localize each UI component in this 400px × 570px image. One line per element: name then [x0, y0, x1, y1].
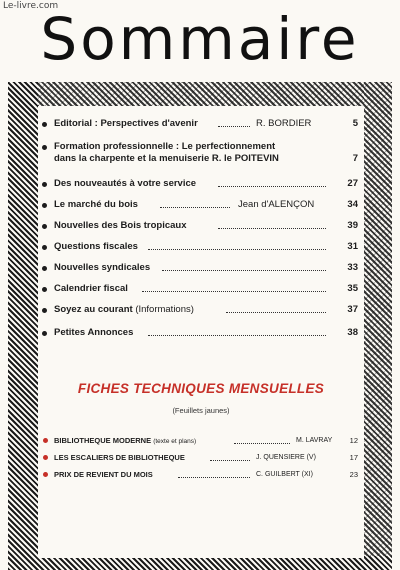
bullet-icon: [42, 308, 47, 313]
entry-page: 38: [347, 327, 358, 338]
fiche-author: C. GUILBERT (XI): [256, 471, 313, 478]
bullet-icon: [43, 455, 48, 460]
bullet-icon: [42, 331, 47, 336]
entry-title: Nouvelles syndicales: [54, 262, 151, 273]
entry-title: Editorial : Perspectives d'avenir: [54, 118, 198, 129]
fiche-page: 17: [349, 453, 358, 462]
entry-page: 35: [347, 283, 358, 294]
entry-page: 31: [347, 241, 358, 252]
entry-title: Questions fiscales: [54, 241, 138, 252]
entry-title: Le marché du bois: [54, 199, 138, 210]
leader-dots: [148, 327, 326, 336]
fiche-title: [54, 436, 196, 447]
leader-dots: [178, 470, 250, 478]
bullet-icon: [42, 182, 47, 187]
entry-page: 37: [347, 304, 358, 315]
bullet-icon: [42, 287, 47, 292]
entry-page: 33: [347, 262, 358, 273]
bullet-icon: [43, 472, 48, 477]
fiche-author: M. LAVRAY: [296, 437, 333, 444]
bullet-icon: [42, 224, 47, 229]
fiches-heading: FICHES TECHNIQUES MENSUELLES: [77, 380, 325, 397]
entry-page: 5: [352, 118, 358, 129]
decorative-frame-left: [8, 82, 38, 570]
leader-dots: [226, 304, 326, 313]
bullet-icon: [42, 266, 47, 271]
leader-dots: [218, 118, 250, 127]
fiche-author: J. QUENSIERE (V): [256, 454, 316, 461]
entry-title: Des nouveautés à votre service: [54, 178, 197, 189]
watermark: Le-livre.com: [3, 1, 59, 11]
fiches-subtitle: (Feuillets jaunes): [172, 406, 230, 415]
bullet-icon: [43, 438, 48, 443]
leader-dots: [162, 262, 326, 271]
leader-dots: [160, 199, 230, 208]
entry-note: (Informations): [135, 304, 194, 315]
leader-dots: [218, 178, 326, 187]
entry-title: [54, 304, 194, 316]
decorative-frame-bottom: [8, 556, 392, 570]
decorative-frame-right: [364, 82, 392, 570]
entry-author: Jean d'ALENÇON: [238, 199, 315, 210]
leader-dots: [148, 241, 326, 250]
fiche-title: PRIX DE REVIENT DU MOIS: [54, 470, 153, 479]
leader-dots: [234, 436, 290, 444]
entry-page: 27: [347, 178, 358, 189]
bullet-icon: [42, 245, 47, 250]
leader-dots: [142, 283, 326, 292]
entry-page: 34: [347, 199, 358, 210]
page-title: Sommaire: [40, 5, 360, 73]
entry-author: R. BORDIER: [256, 118, 312, 129]
entry-title: Nouvelles des Bois tropicaux: [54, 220, 187, 231]
entry-title: Calendrier fiscal: [54, 283, 128, 294]
entry-title: Petites Annonces: [54, 327, 134, 338]
fiche-page: 23: [349, 470, 358, 479]
leader-dots: [210, 453, 250, 461]
fiche-title-text: BIBLIOTHEQUE MODERNE: [54, 436, 152, 445]
entry-page: 39: [347, 220, 358, 231]
leader-dots: [218, 220, 326, 229]
fiche-note: (texte et plans): [153, 438, 197, 445]
entry-title-line2: dans la charpente et la menuiserie R. le POITEVIN: [54, 153, 279, 164]
fiche-title: LES ESCALIERS DE BIBLIOTHEQUE: [54, 453, 185, 462]
contents-panel: [38, 106, 364, 558]
entry-title: Formation professionnelle : Le perfectionnement: [54, 141, 276, 152]
decorative-frame-top: [8, 82, 392, 106]
bullet-icon: [42, 122, 47, 127]
bullet-icon: [42, 203, 47, 208]
bullet-icon: [42, 145, 47, 150]
toc-entry-formation: [38, 141, 364, 167]
fiche-page: 12: [349, 436, 358, 445]
entry-page: 7: [352, 153, 358, 164]
entry-title-text: Soyez au courant: [54, 304, 133, 315]
